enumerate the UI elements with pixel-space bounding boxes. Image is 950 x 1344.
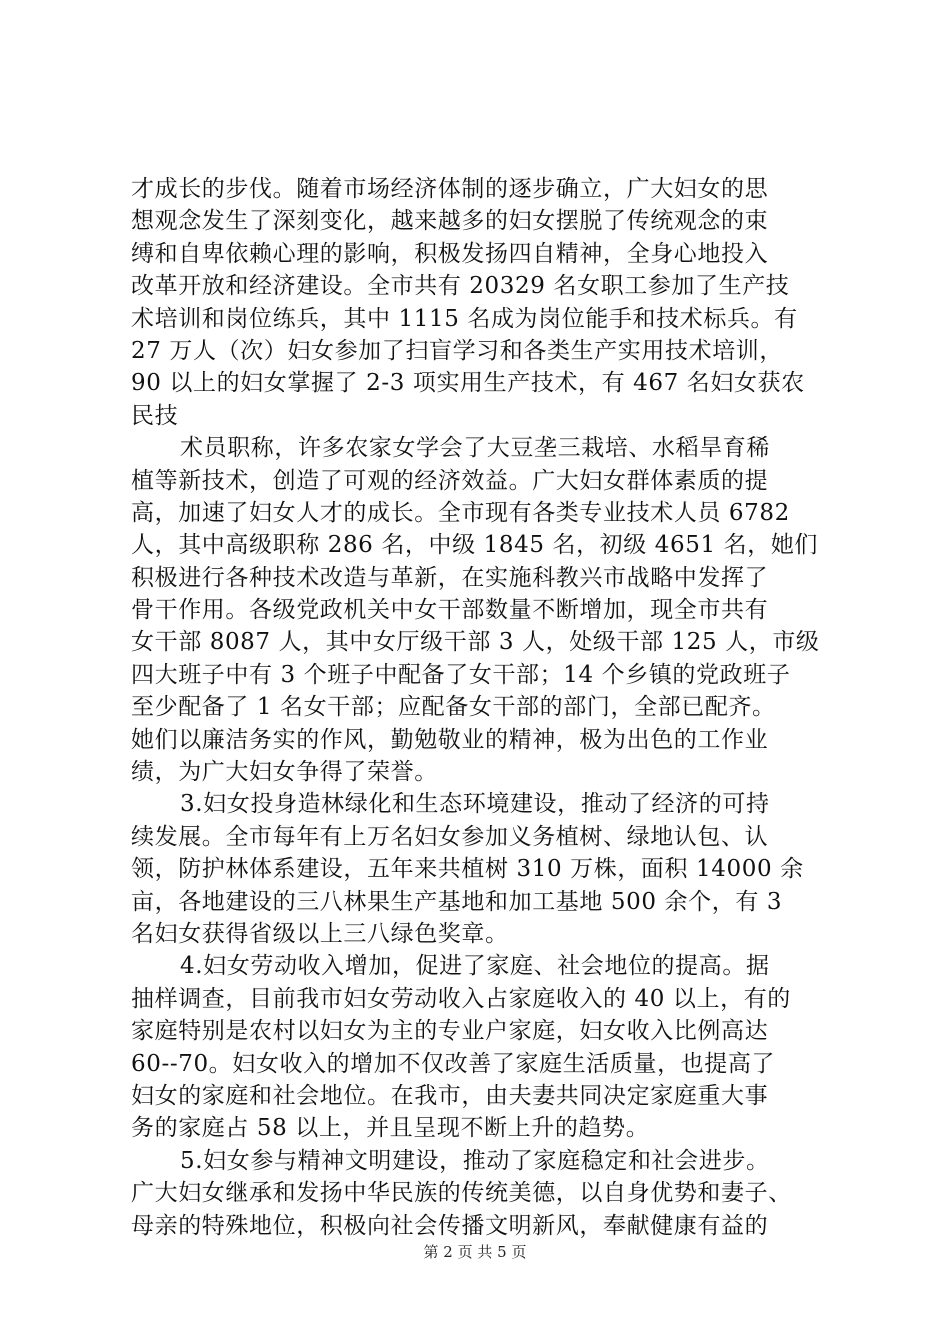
- text-line: 务的家庭占 58 以上，并且呈现不断上升的趋势。: [131, 1115, 650, 1142]
- body-text: [131, 173, 831, 1242]
- text-line: 90 以上的妇女掌握了 2-3 项实用生产技术，有 467 名妇女获农: [131, 370, 805, 397]
- text-line: 广大妇女继承和发扬中华民族的传统美德，以自身优势和妻子、: [131, 1180, 792, 1207]
- text-line: 家庭特别是农村以妇女为主的专业户家庭，妇女收入比例高达: [131, 1018, 769, 1045]
- text-line: 5.妇女参与精神文明建设，推动了家庭稳定和社会进步。: [180, 1147, 770, 1174]
- text-line: 60--70。妇女收入的增加不仅改善了家庭生活质量，也提高了: [131, 1050, 776, 1077]
- text-line: 妇女的家庭和社会地位。在我市，由夫妻共同决定家庭重大事: [131, 1082, 769, 1109]
- text-line: 抽样调查，目前我市妇女劳动收入占家庭收入的 40 以上，有的: [131, 985, 791, 1012]
- text-line: 积极进行各种技术改造与革新，在实施科教兴市战略中发挥了: [131, 564, 769, 591]
- text-line: 改革开放和经济建设。全市共有 20329 名女职工参加了生产技: [131, 273, 790, 300]
- text-line: 才成长的步伐。随着市场经济体制的逐步确立，广大妇女的思: [131, 176, 769, 202]
- text-line: 4.妇女劳动收入增加，促进了家庭、社会地位的提高。据: [180, 953, 770, 980]
- text-line: 四大班子中有 3 个班子中配备了女干部；14 个乡镇的党政班子: [131, 661, 791, 688]
- text-line: 至少配备了 1 名女干部；应配备女干部的部门，全部已配齐。: [131, 694, 776, 721]
- text-line: 女干部 8087 人，其中女厅级干部 3 人，处级干部 125 人，市级: [131, 629, 820, 656]
- text-line: 27 万人（次）妇女参加了扫盲学习和各类生产实用技术培训，: [131, 337, 783, 364]
- text-line: 名妇女获得省级以上三八绿色奖章。: [131, 920, 509, 947]
- text-line: 领，防护林体系建设，五年来共植树 310 万株，面积 14000 余: [131, 856, 804, 883]
- text-line: 她们以廉洁务实的作风，勤勉敬业的精神，极为出色的工作业: [131, 726, 769, 753]
- text-line: 续发展。全市每年有上万名妇女参加义务植树、绿地认包、认: [131, 823, 769, 850]
- text-line: 术员职称，许多农家女学会了大豆垄三栽培、水稻旱育稀: [180, 435, 770, 462]
- text-line: 母亲的特殊地位，积极向社会传播文明新风，奉献健康有益的: [131, 1212, 769, 1239]
- text-line: 3.妇女投身造林绿化和生态环境建设，推动了经济的可持: [180, 791, 770, 818]
- text-line: 植等新技术，创造了可观的经济效益。广大妇女群体素质的提: [131, 467, 769, 494]
- text-line: 人，其中高级职称 286 名，中级 1845 名，初级 4651 名，她们: [131, 532, 819, 559]
- text-line: 术培训和岗位练兵，其中 1115 名成为岗位能手和技术标兵。有: [131, 305, 798, 332]
- text-line: 亩，各地建设的三八林果生产基地和加工基地 500 余个，有 3: [131, 888, 783, 915]
- page-footer: 第 2 页 共 5 页: [423, 1243, 527, 1261]
- text-line: 高，加速了妇女人才的成长。全市现有各类专业技术人员 6782: [131, 499, 790, 526]
- text-line: 民技: [131, 402, 179, 429]
- text-line: 骨干作用。各级党政机关中女干部数量不断增加，现全市共有: [131, 597, 769, 624]
- text-line: 绩，为广大妇女争得了荣誉。: [131, 759, 438, 786]
- text-line: 想观念发生了深刻变化，越来越多的妇女摆脱了传统观念的束: [131, 208, 769, 235]
- text-line: 缚和自卑依赖心理的影响，积极发扬四自精神，全身心地投入: [131, 240, 769, 267]
